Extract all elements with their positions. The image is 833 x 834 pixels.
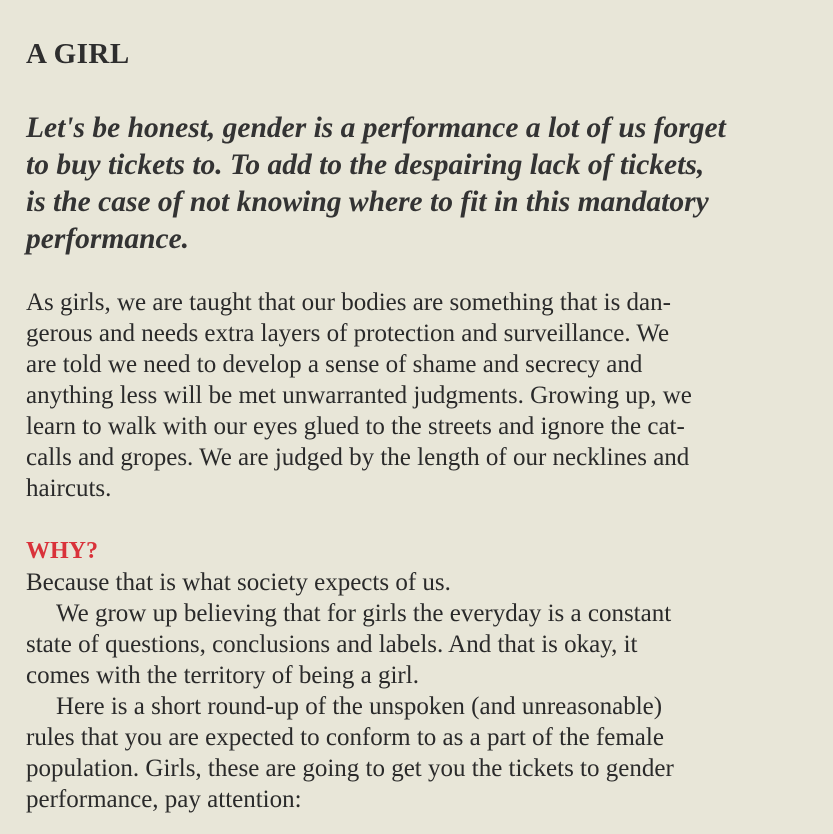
body-line: calls and gropes. We are judged by the length of our necklines and (26, 444, 690, 471)
body-line: state of questions, conclusions and labels. And that is okay, it (26, 631, 638, 658)
lead-paragraph (26, 110, 811, 258)
body-line: haircuts. (26, 475, 112, 502)
lead-line: to buy tickets to. To add to the despairing lack of tickets, (26, 149, 705, 181)
lead-line: Let's be honest, gender is a performance a lot of us forget (26, 112, 726, 144)
lead-line: is the case of not knowing where to fit in this mandatory (26, 186, 709, 218)
article-title: A GIRL (26, 38, 130, 70)
body-line: learn to walk with our eyes glued to the streets and ignore the cat- (26, 413, 685, 440)
body-line: are told we need to develop a sense of shame and secrecy and (26, 351, 643, 378)
body-line: As girls, we are taught that our bodies are something that is dan- (26, 289, 671, 316)
section-heading: WHY? (26, 538, 98, 564)
body-line: We grow up believing that for girls the everyday is a constant (56, 600, 672, 627)
body-line: rules that you are expected to conform to as a part of the female (26, 724, 664, 751)
body-paragraph-1 (26, 287, 811, 504)
body-line: population. Girls, these are going to get you the tickets to gender (26, 755, 674, 782)
lead-line: performance. (26, 223, 190, 255)
body-line: Here is a short round-up of the unspoken (and unreasonable) (56, 693, 663, 720)
body-line: Because that is what society expects of us. (26, 569, 451, 596)
body-line: performance, pay attention: (26, 786, 302, 813)
body-line: anything less will be met unwarranted judgments. Growing up, we (26, 382, 692, 409)
body-paragraph-2 (26, 567, 811, 815)
body-line: comes with the territory of being a girl. (26, 662, 419, 689)
body-line: gerous and needs extra layers of protection and surveillance. We (26, 320, 670, 347)
